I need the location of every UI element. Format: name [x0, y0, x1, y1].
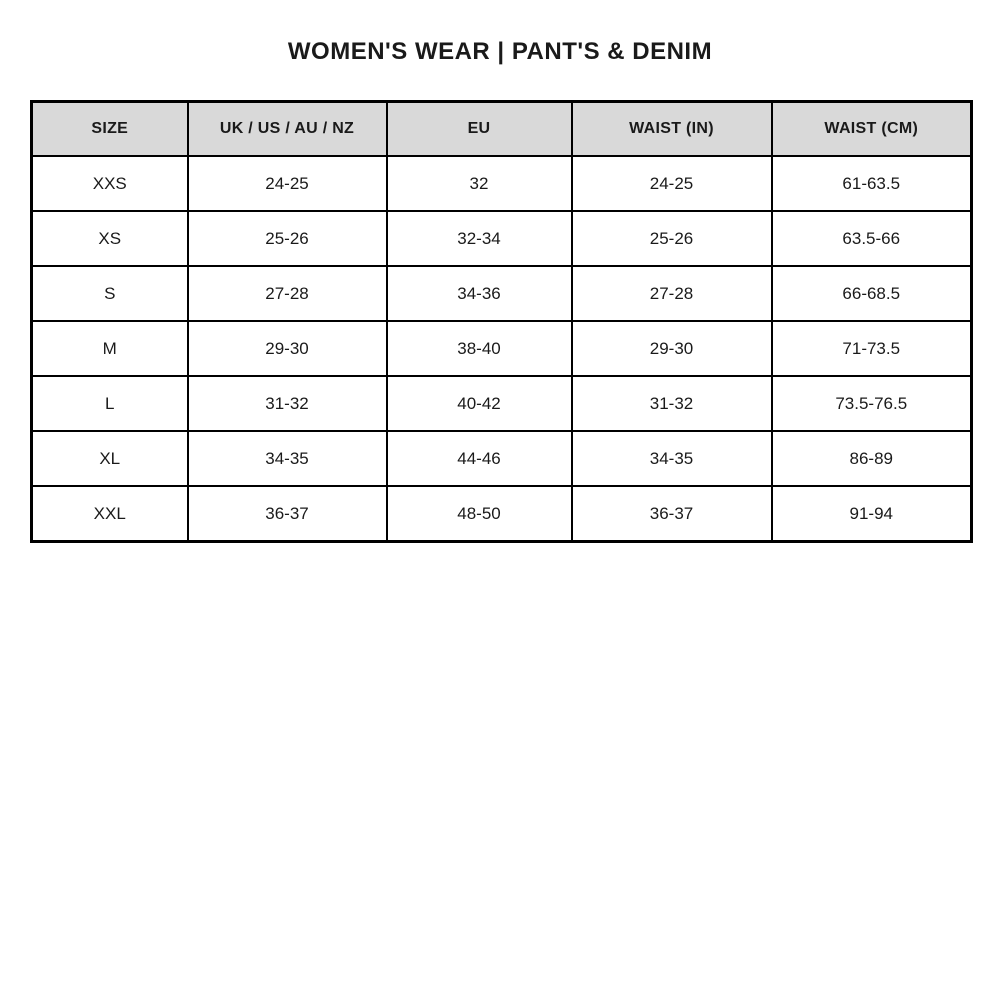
cell-eu: 32-34 [387, 211, 572, 266]
cell-waist-in: 29-30 [572, 321, 772, 376]
page-title: WOMEN'S WEAR | PANT'S & DENIM [287, 38, 713, 65]
column-header-waist-in: WAIST (IN) [572, 102, 772, 157]
table-row-xl [32, 431, 972, 486]
cell-uk-us-au-nz: 29-30 [188, 321, 387, 376]
header-row [32, 102, 972, 157]
cell-uk-us-au-nz: 36-37 [188, 486, 387, 542]
table-row-xxs [32, 156, 972, 211]
cell-waist-cm: 63.5-66 [772, 211, 972, 266]
cell-size: XL [32, 431, 188, 486]
column-header-eu: EU [387, 102, 572, 157]
cell-size: XS [32, 211, 188, 266]
cell-uk-us-au-nz: 24-25 [188, 156, 387, 211]
cell-uk-us-au-nz: 25-26 [188, 211, 387, 266]
cell-waist-cm: 91-94 [772, 486, 972, 542]
table-row-xxl [32, 486, 972, 542]
cell-size: XXS [32, 156, 188, 211]
cell-eu: 44-46 [387, 431, 572, 486]
cell-eu: 32 [387, 156, 572, 211]
column-header-waist-cm: WAIST (CM) [772, 102, 972, 157]
cell-uk-us-au-nz: 34-35 [188, 431, 387, 486]
cell-waist-in: 31-32 [572, 376, 772, 431]
cell-waist-cm: 66-68.5 [772, 266, 972, 321]
column-header-size: SIZE [32, 102, 188, 157]
cell-waist-cm: 61-63.5 [772, 156, 972, 211]
cell-eu: 48-50 [387, 486, 572, 542]
cell-size: M [32, 321, 188, 376]
table-row-m [32, 321, 972, 376]
table-row-s [32, 266, 972, 321]
cell-waist-in: 34-35 [572, 431, 772, 486]
cell-eu: 34-36 [387, 266, 572, 321]
cell-size: L [32, 376, 188, 431]
cell-size: XXL [32, 486, 188, 542]
cell-waist-cm: 73.5-76.5 [772, 376, 972, 431]
cell-waist-in: 27-28 [572, 266, 772, 321]
cell-waist-cm: 71-73.5 [772, 321, 972, 376]
cell-size: S [32, 266, 188, 321]
cell-waist-in: 36-37 [572, 486, 772, 542]
table-row-l [32, 376, 972, 431]
size-chart-table [30, 100, 973, 543]
table-row-xs [32, 211, 972, 266]
cell-waist-in: 24-25 [572, 156, 772, 211]
cell-waist-cm: 86-89 [772, 431, 972, 486]
cell-uk-us-au-nz: 27-28 [188, 266, 387, 321]
cell-uk-us-au-nz: 31-32 [188, 376, 387, 431]
cell-waist-in: 25-26 [572, 211, 772, 266]
cell-eu: 38-40 [387, 321, 572, 376]
cell-eu: 40-42 [387, 376, 572, 431]
column-header-uk-us-au-nz: UK / US / AU / NZ [188, 102, 387, 157]
